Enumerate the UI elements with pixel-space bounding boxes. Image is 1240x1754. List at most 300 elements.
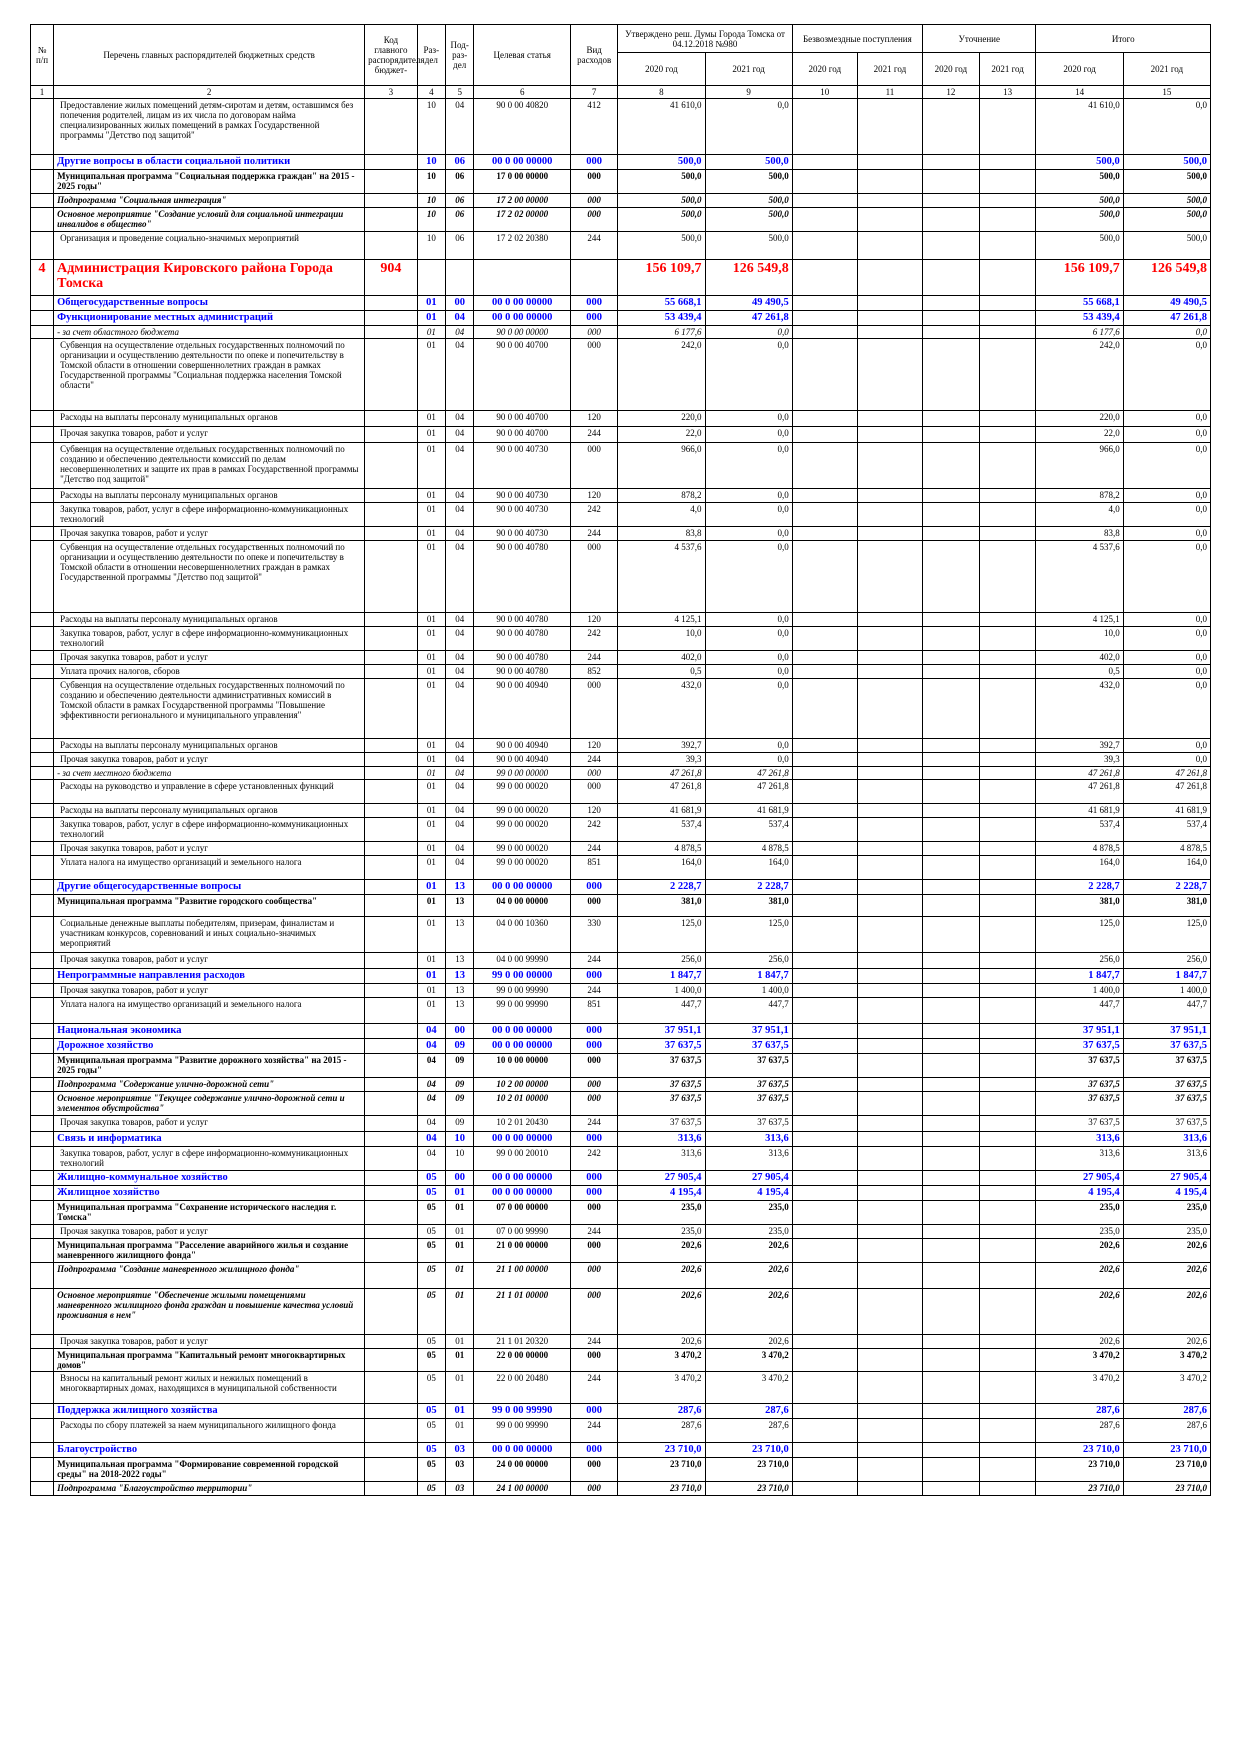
row-name: Расходы по сбору платежей за наем муниципального жилищного фонда <box>54 1419 365 1443</box>
row-name: Благоустройство <box>54 1443 365 1458</box>
row-gratuitous-2021 <box>857 1132 922 1147</box>
row-approved-2021: 202,6 <box>705 1263 792 1289</box>
row-gratuitous-2020 <box>792 753 857 767</box>
row-podrazdel: 01 <box>446 1372 474 1404</box>
table-row <box>31 1132 1211 1147</box>
row-gratuitous-2021 <box>857 1078 922 1092</box>
row-name: Общегосударственные вопросы <box>54 296 365 311</box>
column-number: 12 <box>923 86 980 99</box>
row-kind: 000 <box>571 326 618 339</box>
row-name: - за счет областного бюджета <box>54 326 365 339</box>
row-gratuitous-2021 <box>857 1147 922 1171</box>
row-name: Расходы на выплаты персоналу муниципальных органов <box>54 739 365 753</box>
row-gratuitous-2021 <box>857 651 922 665</box>
row-approved-2021: 0,0 <box>705 613 792 627</box>
row-total-2020: 4 537,6 <box>1036 541 1123 613</box>
row-total-2021: 287,6 <box>1123 1404 1210 1419</box>
table-row <box>31 651 1211 665</box>
row-approved-2021: 202,6 <box>705 1239 792 1263</box>
row-target: 99 0 00 00020 <box>474 856 571 880</box>
row-podrazdel: 00 <box>446 1024 474 1039</box>
row-total-2021: 41 681,9 <box>1123 804 1210 818</box>
row-razdel: 01 <box>417 627 445 651</box>
row-total-2021: 0,0 <box>1123 443 1210 489</box>
table-row <box>31 527 1211 541</box>
row-podrazdel: 04 <box>446 503 474 527</box>
row-number <box>31 527 54 541</box>
row-approved-2020: 53 439,4 <box>618 311 705 326</box>
row-total-2020: 242,0 <box>1036 339 1123 411</box>
row-total-2020: 83,8 <box>1036 527 1123 541</box>
row-clarification-2020 <box>923 627 980 651</box>
row-razdel: 10 <box>417 194 445 208</box>
row-approved-2021: 1 400,0 <box>705 984 792 998</box>
row-podrazdel: 01 <box>446 1349 474 1372</box>
row-clarification-2021 <box>979 296 1036 311</box>
row-gratuitous-2020 <box>792 326 857 339</box>
row-clarification-2020 <box>923 411 980 427</box>
row-razdel: 01 <box>417 984 445 998</box>
row-total-2020: 156 109,7 <box>1036 260 1123 296</box>
table-row <box>31 1054 1211 1078</box>
row-clarification-2021 <box>979 1225 1036 1239</box>
row-razdel: 05 <box>417 1239 445 1263</box>
row-number <box>31 1147 54 1171</box>
row-clarification-2021 <box>979 411 1036 427</box>
row-approved-2021: 500,0 <box>705 208 792 232</box>
row-gratuitous-2020 <box>792 1404 857 1419</box>
row-total-2020: 1 400,0 <box>1036 984 1123 998</box>
row-kind: 000 <box>571 1171 618 1186</box>
row-razdel: 01 <box>417 953 445 969</box>
row-podrazdel: 01 <box>446 1263 474 1289</box>
row-name: Расходы на выплаты персоналу муниципальных органов <box>54 804 365 818</box>
row-podrazdel: 04 <box>446 753 474 767</box>
row-total-2021: 235,0 <box>1123 1225 1210 1239</box>
row-razdel: 01 <box>417 651 445 665</box>
row-kind: 242 <box>571 503 618 527</box>
row-code <box>365 1054 418 1078</box>
row-code <box>365 194 418 208</box>
row-clarification-2021 <box>979 1443 1036 1458</box>
row-clarification-2020 <box>923 679 980 739</box>
row-gratuitous-2020 <box>792 527 857 541</box>
row-razdel: 04 <box>417 1054 445 1078</box>
row-gratuitous-2020 <box>792 1289 857 1335</box>
row-total-2020: 202,6 <box>1036 1335 1123 1349</box>
row-number <box>31 856 54 880</box>
column-number: 9 <box>705 86 792 99</box>
row-number <box>31 194 54 208</box>
row-name: Прочая закупка товаров, работ и услуг <box>54 953 365 969</box>
row-number <box>31 1458 54 1482</box>
row-podrazdel: 06 <box>446 232 474 260</box>
row-number <box>31 1443 54 1458</box>
row-total-2020: 313,6 <box>1036 1132 1123 1147</box>
header-kind: Вид расходов <box>571 25 618 86</box>
row-podrazdel: 00 <box>446 1171 474 1186</box>
row-kind: 000 <box>571 880 618 895</box>
row-clarification-2021 <box>979 880 1036 895</box>
row-clarification-2020 <box>923 1458 980 1482</box>
column-number: 1 <box>31 86 54 99</box>
row-code <box>365 1092 418 1116</box>
row-clarification-2020 <box>923 1239 980 1263</box>
row-kind: 244 <box>571 232 618 260</box>
row-total-2021: 202,6 <box>1123 1263 1210 1289</box>
row-razdel: 05 <box>417 1335 445 1349</box>
row-total-2021: 47 261,8 <box>1123 780 1210 804</box>
row-approved-2021: 287,6 <box>705 1404 792 1419</box>
row-name: Закупка товаров, работ, услуг в сфере информационно-коммуникационных технологий <box>54 818 365 842</box>
row-podrazdel: 04 <box>446 339 474 411</box>
row-gratuitous-2021 <box>857 1225 922 1239</box>
row-razdel: 01 <box>417 443 445 489</box>
row-target: 00 0 00 00000 <box>474 1024 571 1039</box>
row-code <box>365 856 418 880</box>
row-code <box>365 326 418 339</box>
row-approved-2020: 500,0 <box>618 170 705 194</box>
row-clarification-2020 <box>923 1482 980 1496</box>
row-clarification-2020 <box>923 1404 980 1419</box>
row-clarification-2021 <box>979 1263 1036 1289</box>
row-name: Непрограммные направления расходов <box>54 969 365 984</box>
row-target: 99 0 00 20010 <box>474 1147 571 1171</box>
row-clarification-2020 <box>923 1289 980 1335</box>
row-gratuitous-2020 <box>792 1372 857 1404</box>
row-approved-2021: 202,6 <box>705 1289 792 1335</box>
row-total-2021: 202,6 <box>1123 1289 1210 1335</box>
row-podrazdel: 13 <box>446 917 474 953</box>
row-name: Субвенция на осуществление отдельных государственных полномочий по организации и осуществлению деятельности по опеке и попечительству в Томской области в отношении несовершеннолетних граждан в рамках Государственной программы "Детство под защитой" <box>54 541 365 613</box>
row-kind: 000 <box>571 1039 618 1054</box>
row-clarification-2020 <box>923 260 980 296</box>
row-number <box>31 208 54 232</box>
row-number <box>31 953 54 969</box>
row-gratuitous-2020 <box>792 1092 857 1116</box>
row-clarification-2021 <box>979 767 1036 780</box>
row-code <box>365 1458 418 1482</box>
table-row <box>31 679 1211 739</box>
row-name: Предоставление жилых помещений детям-сиротам и детям, оставшимся без попечения родителей, лицам из их числа по договорам найма специализированных жилых помещений в рамках Государственной программы "Детство под защитой" <box>54 99 365 155</box>
row-total-2020: 500,0 <box>1036 208 1123 232</box>
row-razdel: 01 <box>417 427 445 443</box>
row-total-2021: 37 637,5 <box>1123 1092 1210 1116</box>
row-podrazdel: 04 <box>446 856 474 880</box>
row-approved-2020: 27 905,4 <box>618 1171 705 1186</box>
table-row <box>31 541 1211 613</box>
header-year: 2021 год <box>1123 53 1210 86</box>
row-total-2021: 0,0 <box>1123 503 1210 527</box>
row-number <box>31 1239 54 1263</box>
row-approved-2020: 4 537,6 <box>618 541 705 613</box>
row-podrazdel: 04 <box>446 767 474 780</box>
row-number <box>31 804 54 818</box>
row-gratuitous-2020 <box>792 99 857 155</box>
row-total-2020: 235,0 <box>1036 1225 1123 1239</box>
row-approved-2020: 966,0 <box>618 443 705 489</box>
row-kind: 000 <box>571 1458 618 1482</box>
row-code <box>365 969 418 984</box>
row-podrazdel: 04 <box>446 627 474 651</box>
row-razdel: 01 <box>417 895 445 917</box>
row-total-2021: 37 637,5 <box>1123 1116 1210 1132</box>
row-approved-2020: 4 878,5 <box>618 842 705 856</box>
row-code <box>365 1186 418 1201</box>
row-number <box>31 895 54 917</box>
row-code <box>365 1482 418 1496</box>
row-kind: 120 <box>571 739 618 753</box>
row-number <box>31 1263 54 1289</box>
row-number <box>31 679 54 739</box>
row-approved-2020: 235,0 <box>618 1201 705 1225</box>
row-total-2021: 0,0 <box>1123 527 1210 541</box>
row-clarification-2020 <box>923 503 980 527</box>
header-code: Код главного распорядителя бюджет- <box>365 25 418 86</box>
row-razdel: 01 <box>417 753 445 767</box>
row-total-2021: 2 228,7 <box>1123 880 1210 895</box>
row-gratuitous-2020 <box>792 984 857 998</box>
row-target: 99 0 00 00000 <box>474 767 571 780</box>
row-gratuitous-2020 <box>792 780 857 804</box>
row-razdel: 01 <box>417 503 445 527</box>
row-target: 00 0 00 00000 <box>474 880 571 895</box>
row-clarification-2020 <box>923 1335 980 1349</box>
row-gratuitous-2021 <box>857 917 922 953</box>
row-gratuitous-2020 <box>792 1225 857 1239</box>
row-gratuitous-2021 <box>857 880 922 895</box>
row-approved-2020: 381,0 <box>618 895 705 917</box>
row-total-2020: 1 847,7 <box>1036 969 1123 984</box>
row-podrazdel: 10 <box>446 1132 474 1147</box>
row-name: Основное мероприятие "Текущее содержание улично-дорожной сети и элементов обустройства" <box>54 1092 365 1116</box>
row-kind: 000 <box>571 1482 618 1496</box>
row-approved-2020: 220,0 <box>618 411 705 427</box>
row-approved-2021: 0,0 <box>705 651 792 665</box>
row-code <box>365 1147 418 1171</box>
row-clarification-2020 <box>923 194 980 208</box>
row-approved-2021: 2 228,7 <box>705 880 792 895</box>
row-code <box>365 99 418 155</box>
row-code <box>365 443 418 489</box>
row-razdel: 01 <box>417 679 445 739</box>
row-total-2021: 1 847,7 <box>1123 969 1210 984</box>
row-total-2021: 0,0 <box>1123 541 1210 613</box>
table-header <box>31 25 1211 99</box>
row-razdel: 01 <box>417 296 445 311</box>
row-approved-2021: 23 710,0 <box>705 1443 792 1458</box>
row-podrazdel: 01 <box>446 1289 474 1335</box>
row-kind: 244 <box>571 527 618 541</box>
row-gratuitous-2021 <box>857 1092 922 1116</box>
row-gratuitous-2020 <box>792 1024 857 1039</box>
row-total-2021: 235,0 <box>1123 1201 1210 1225</box>
row-approved-2020: 500,0 <box>618 208 705 232</box>
row-approved-2020: 256,0 <box>618 953 705 969</box>
budget-sheet <box>30 24 1211 1496</box>
row-code <box>365 1335 418 1349</box>
row-name: Прочая закупка товаров, работ и услуг <box>54 1335 365 1349</box>
row-clarification-2020 <box>923 1092 980 1116</box>
row-clarification-2021 <box>979 1147 1036 1171</box>
row-number <box>31 1186 54 1201</box>
row-razdel: 01 <box>417 311 445 326</box>
row-name: Связь и информатика <box>54 1132 365 1147</box>
row-number <box>31 1132 54 1147</box>
row-podrazdel: 03 <box>446 1443 474 1458</box>
row-target: 90 0 00 40780 <box>474 651 571 665</box>
row-approved-2020: 37 637,5 <box>618 1054 705 1078</box>
row-clarification-2021 <box>979 984 1036 998</box>
row-total-2020: 164,0 <box>1036 856 1123 880</box>
row-total-2020: 256,0 <box>1036 953 1123 969</box>
row-code <box>365 1024 418 1039</box>
row-gratuitous-2020 <box>792 739 857 753</box>
table-row <box>31 1482 1211 1496</box>
row-gratuitous-2021 <box>857 208 922 232</box>
row-clarification-2020 <box>923 665 980 679</box>
row-podrazdel: 04 <box>446 99 474 155</box>
row-total-2021: 27 905,4 <box>1123 1171 1210 1186</box>
row-approved-2020: 2 228,7 <box>618 880 705 895</box>
row-clarification-2020 <box>923 170 980 194</box>
row-razdel: 04 <box>417 1116 445 1132</box>
row-clarification-2020 <box>923 427 980 443</box>
table-row <box>31 1225 1211 1239</box>
row-gratuitous-2021 <box>857 326 922 339</box>
row-gratuitous-2020 <box>792 1239 857 1263</box>
row-clarification-2021 <box>979 665 1036 679</box>
table-row <box>31 613 1211 627</box>
row-gratuitous-2020 <box>792 1443 857 1458</box>
row-kind: 000 <box>571 767 618 780</box>
row-kind: 000 <box>571 1263 618 1289</box>
row-target: 21 0 00 00000 <box>474 1239 571 1263</box>
row-target: 21 1 01 20320 <box>474 1335 571 1349</box>
row-clarification-2021 <box>979 953 1036 969</box>
row-code <box>365 1419 418 1443</box>
row-clarification-2020 <box>923 917 980 953</box>
row-gratuitous-2021 <box>857 1349 922 1372</box>
row-target: 07 0 00 00000 <box>474 1201 571 1225</box>
row-total-2020: 878,2 <box>1036 489 1123 503</box>
row-total-2021: 47 261,8 <box>1123 767 1210 780</box>
row-name: Прочая закупка товаров, работ и услуг <box>54 753 365 767</box>
row-clarification-2020 <box>923 895 980 917</box>
header-name: Перечень главных распорядителей бюджетных средств <box>54 25 365 86</box>
row-razdel: 05 <box>417 1225 445 1239</box>
row-number <box>31 99 54 155</box>
row-total-2020: 2 228,7 <box>1036 880 1123 895</box>
row-clarification-2021 <box>979 170 1036 194</box>
row-total-2020: 4 878,5 <box>1036 842 1123 856</box>
row-total-2021: 23 710,0 <box>1123 1458 1210 1482</box>
row-clarification-2020 <box>923 818 980 842</box>
row-target: 90 0 00 40700 <box>474 411 571 427</box>
header-year: 2020 год <box>792 53 857 86</box>
row-kind: 000 <box>571 969 618 984</box>
row-number <box>31 1404 54 1419</box>
row-name: Закупка товаров, работ, услуг в сфере информационно-коммуникационных технологий <box>54 1147 365 1171</box>
row-gratuitous-2021 <box>857 411 922 427</box>
row-approved-2021: 0,0 <box>705 503 792 527</box>
row-total-2020: 966,0 <box>1036 443 1123 489</box>
row-number <box>31 1078 54 1092</box>
row-code <box>365 767 418 780</box>
row-total-2020: 37 637,5 <box>1036 1078 1123 1092</box>
header-target: Целевая статья <box>474 25 571 86</box>
row-razdel <box>417 260 445 296</box>
row-total-2021: 287,6 <box>1123 1419 1210 1443</box>
table-row <box>31 1419 1211 1443</box>
row-approved-2021: 27 905,4 <box>705 1171 792 1186</box>
row-total-2020: 402,0 <box>1036 651 1123 665</box>
table-row <box>31 739 1211 753</box>
row-name: Расходы на выплаты персоналу муниципальных органов <box>54 489 365 503</box>
row-approved-2021: 47 261,8 <box>705 767 792 780</box>
row-code <box>365 208 418 232</box>
row-target: 90 0 00 40730 <box>474 503 571 527</box>
row-number <box>31 1419 54 1443</box>
row-code <box>365 739 418 753</box>
row-approved-2021: 0,0 <box>705 443 792 489</box>
row-podrazdel: 01 <box>446 1225 474 1239</box>
row-code <box>365 411 418 427</box>
row-clarification-2020 <box>923 296 980 311</box>
table-row <box>31 969 1211 984</box>
row-target: 90 0 00 40940 <box>474 739 571 753</box>
row-target: 90 0 00 40780 <box>474 541 571 613</box>
row-approved-2020: 37 637,5 <box>618 1078 705 1092</box>
row-clarification-2021 <box>979 917 1036 953</box>
row-clarification-2021 <box>979 503 1036 527</box>
row-clarification-2021 <box>979 1404 1036 1419</box>
row-number <box>31 427 54 443</box>
row-target: 90 0 00 40700 <box>474 339 571 411</box>
row-gratuitous-2021 <box>857 503 922 527</box>
row-gratuitous-2020 <box>792 1078 857 1092</box>
header-approved: Утверждено реш. Думы Города Томска от 04.12.2018 №980 <box>618 25 792 53</box>
row-approved-2020: 23 710,0 <box>618 1458 705 1482</box>
row-total-2020: 22,0 <box>1036 427 1123 443</box>
row-podrazdel: 04 <box>446 311 474 326</box>
row-name: Основное мероприятие "Создание условий для социальной интеграции инвалидов в общество" <box>54 208 365 232</box>
row-approved-2021: 0,0 <box>705 339 792 411</box>
row-name: Другие общегосударственные вопросы <box>54 880 365 895</box>
row-podrazdel: 04 <box>446 443 474 489</box>
row-approved-2020: 202,6 <box>618 1289 705 1335</box>
row-gratuitous-2020 <box>792 1263 857 1289</box>
row-code <box>365 427 418 443</box>
row-clarification-2020 <box>923 1116 980 1132</box>
row-approved-2021: 235,0 <box>705 1201 792 1225</box>
row-razdel: 10 <box>417 232 445 260</box>
row-gratuitous-2021 <box>857 1039 922 1054</box>
row-total-2021: 0,0 <box>1123 99 1210 155</box>
row-code <box>365 818 418 842</box>
row-total-2020: 6 177,6 <box>1036 326 1123 339</box>
row-gratuitous-2020 <box>792 260 857 296</box>
row-podrazdel: 04 <box>446 613 474 627</box>
row-total-2020: 202,6 <box>1036 1239 1123 1263</box>
row-total-2020: 37 951,1 <box>1036 1024 1123 1039</box>
row-clarification-2021 <box>979 627 1036 651</box>
row-number <box>31 503 54 527</box>
row-podrazdel: 09 <box>446 1054 474 1078</box>
row-name: Прочая закупка товаров, работ и услуг <box>54 984 365 998</box>
row-approved-2021: 37 637,5 <box>705 1116 792 1132</box>
row-clarification-2021 <box>979 194 1036 208</box>
